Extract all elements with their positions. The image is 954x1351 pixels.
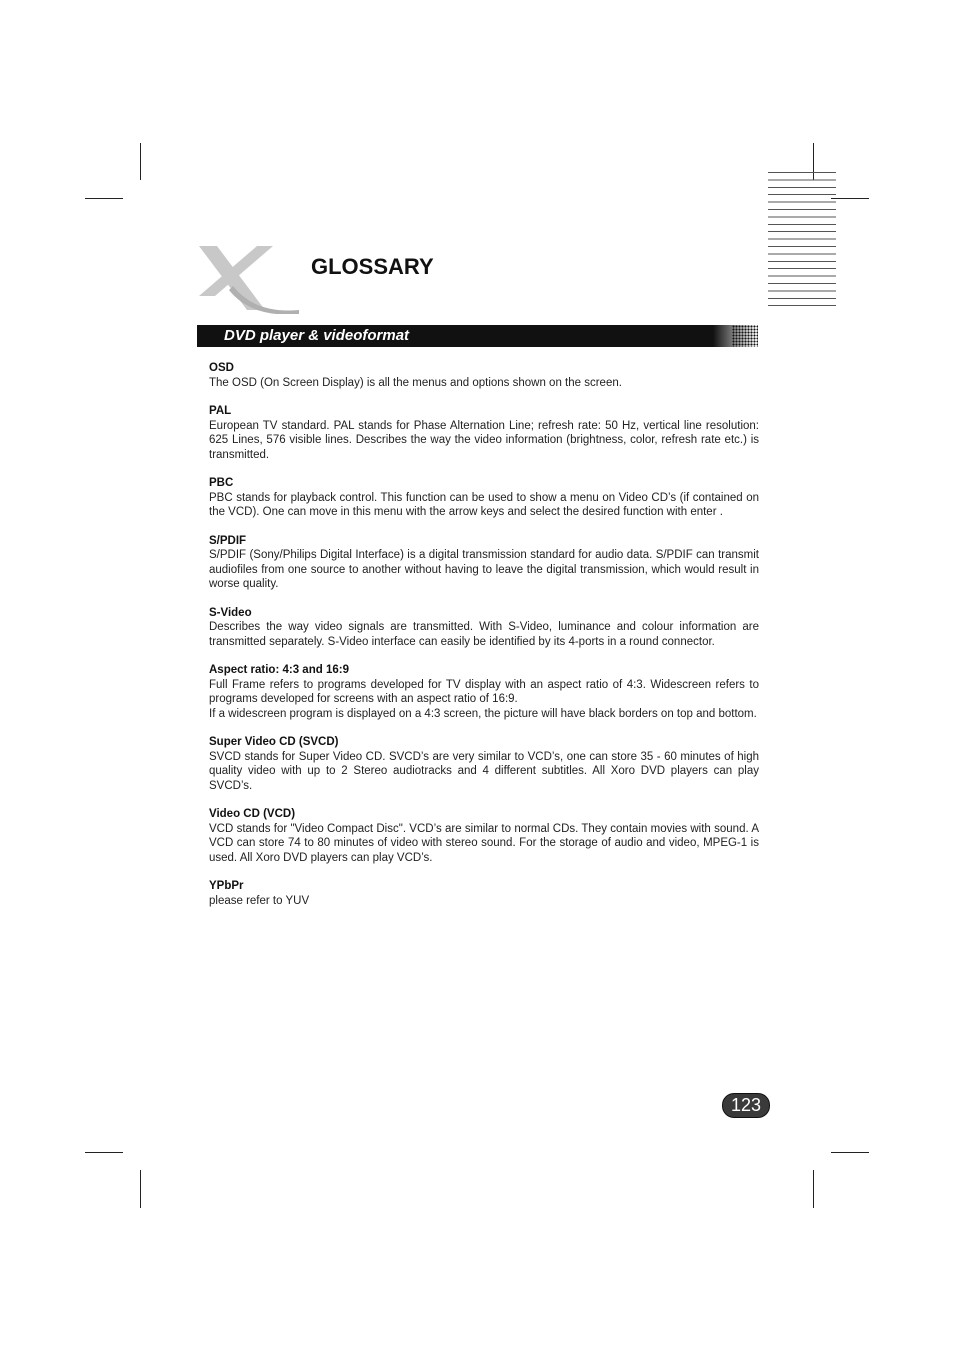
glossary-definition: Describes the way video signals are transmitted. With S-Video, luminance and colour information are transmitted separately. S-Video interface can easily be identified by its 4-ports in a round connector.	[209, 621, 759, 648]
glossary-term: S/PDIF	[209, 534, 247, 547]
glossary-term: S-Video	[209, 606, 252, 619]
page-number: 123	[722, 1093, 770, 1118]
glossary-entry	[209, 807, 759, 865]
section-title: DVD player & videoformat	[224, 327, 410, 344]
glossary-definition: Full Frame refers to programs developed for TV display with an aspect ratio of 4:3. Widescreen refers to programs developed for screens with an aspect ratio of 16:9.	[209, 678, 759, 705]
crop-mark	[831, 1152, 869, 1153]
decorative-stripes	[768, 172, 836, 312]
crop-mark	[813, 1170, 814, 1208]
glossary-term: Aspect ratio: 4:3 and 16:9	[209, 664, 349, 676]
glossary-definition: SVCD stands for Super Video CD. SVCD’s are very similar to VCD’s, one can store 35 - 60 minutes of high quality video with up to 2 Stereo audiotracks and 4 different subtitles. All Xoro DVD players can play SVCD’s.	[209, 750, 759, 792]
glossary-definition: European TV standard. PAL stands for Phase Alternation Line; refresh rate: 50 Hz, vertical line resolution: 625 Lines, 576 visible lines. Describes the way the video information (brightness, color, refresh rate etc.) is transmitted.	[209, 419, 759, 461]
glossary-entry	[209, 735, 759, 793]
glossary-term: PBC	[209, 477, 234, 489]
glossary-definition: VCD stands for "Video Compact Disc". VCD’s are similar to normal CDs. They contain movies with sound. A VCD can store 74 to 80 minutes of video with stereo sound. For the storage of audio and video, MPEG-1 is used. All Xoro DVD players can play VCD’s.	[209, 822, 759, 864]
crop-mark	[85, 1152, 123, 1153]
crop-mark	[831, 198, 869, 199]
banner-dot-pattern	[732, 325, 758, 347]
glossary-term: PAL	[209, 405, 232, 417]
glossary-entry	[209, 534, 759, 592]
crop-mark	[140, 1170, 141, 1208]
glossary-entry	[209, 606, 759, 650]
glossary-definition: If a widescreen program is displayed on a 4:3 screen, the picture will have black borders on top and bottom.	[209, 707, 757, 720]
section-banner	[197, 325, 758, 347]
glossary-definition: PBC stands for playback control. This function can be used to show a menu on Video CD’s (if contained on the VCD). One can move in this menu with the arrow keys and select the desired function with enter .	[209, 491, 759, 518]
glossary-entry	[209, 361, 759, 390]
glossary-list	[209, 361, 759, 922]
glossary-entry	[209, 476, 759, 520]
glossary-entry	[209, 879, 759, 908]
glossary-term: YPbPr	[209, 880, 244, 892]
page-title: GLOSSARY	[311, 254, 434, 279]
glossary-definition: The OSD (On Screen Display) is all the menus and options shown on the screen.	[209, 376, 622, 389]
crop-mark	[140, 143, 141, 180]
glossary-entry	[209, 404, 759, 462]
glossary-entry	[209, 663, 759, 721]
glossary-term: OSD	[209, 362, 234, 374]
glossary-term: Video CD (VCD)	[209, 808, 296, 820]
glossary-term: Super Video CD (SVCD)	[209, 736, 339, 748]
glossary-definition: please refer to YUV	[209, 894, 310, 907]
glossary-definition: S/PDIF (Sony/Philips Digital Interface) is a digital transmission standard for audio data. S/PDIF can transmit audiofiles from one source to another without having to leave the digital transmission, which would result in worse quality.	[209, 549, 759, 590]
crop-mark	[85, 198, 123, 199]
xoro-x-logo-icon	[195, 240, 305, 314]
